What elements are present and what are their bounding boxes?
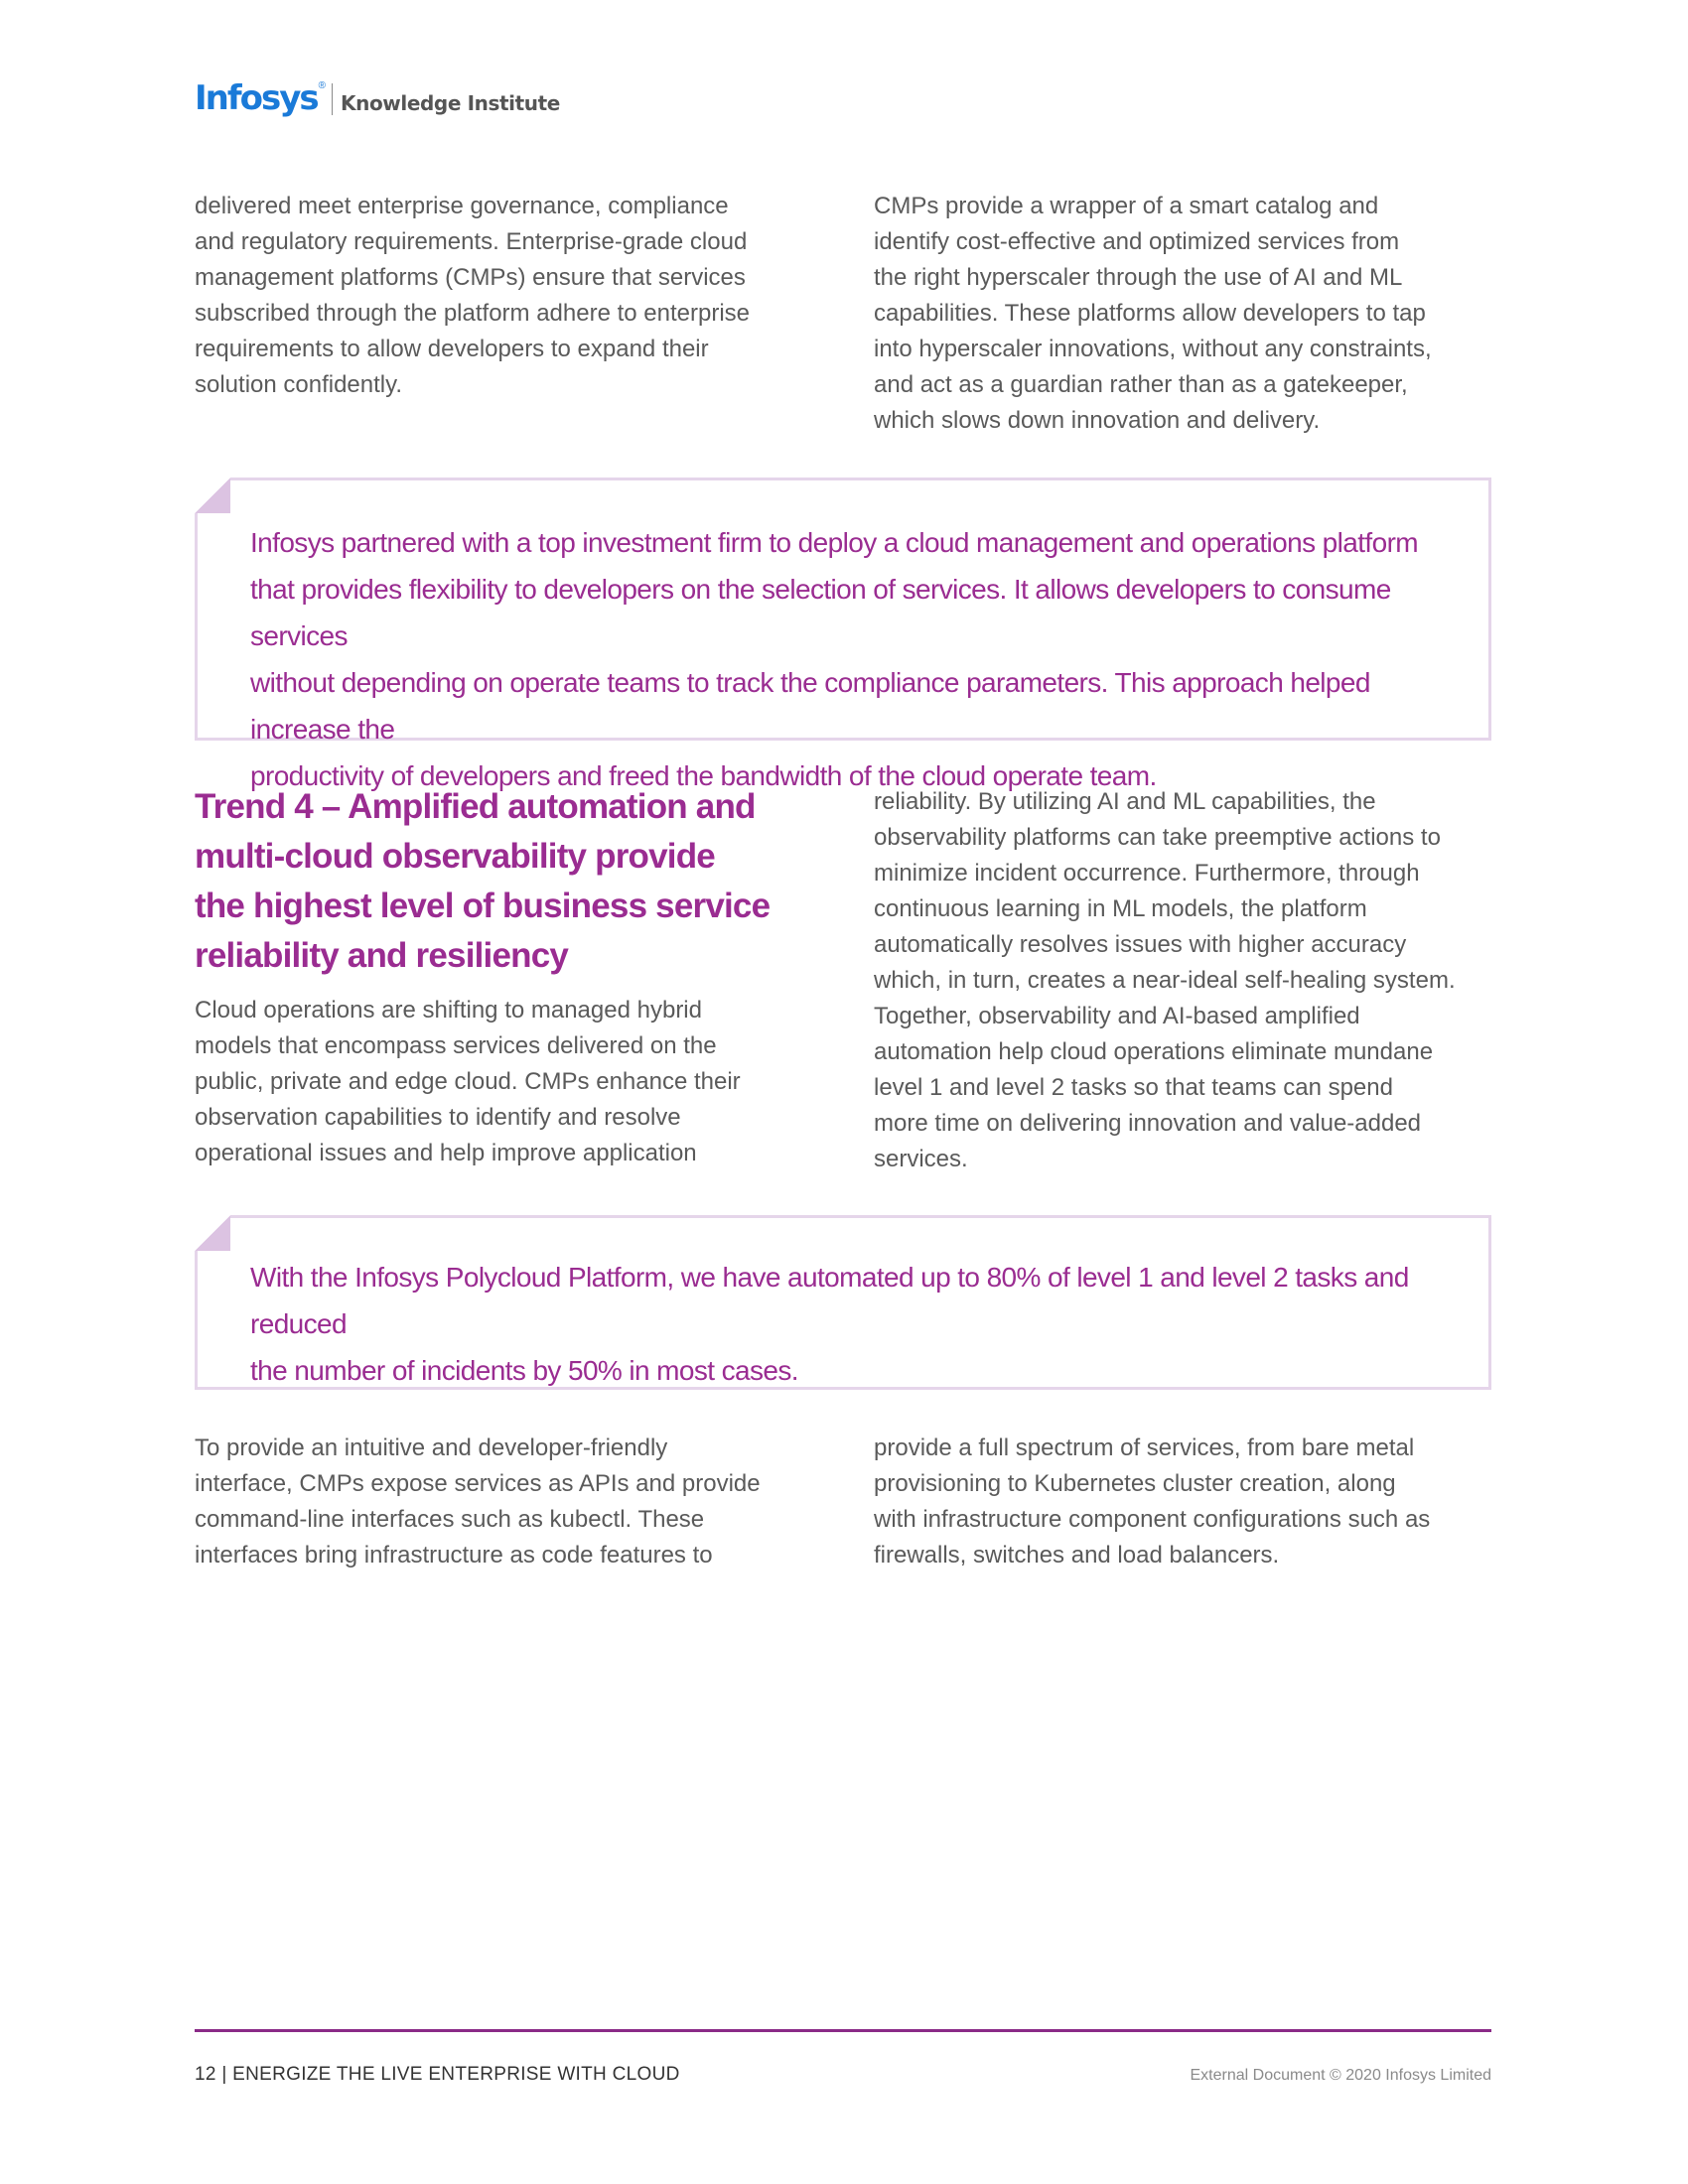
heading-line: Trend 4 – Amplified automation and bbox=[195, 787, 756, 826]
text-line: which slows down innovation and delivery. bbox=[874, 407, 1321, 434]
text-line: minimize incident occurrence. Furthermore, through bbox=[874, 860, 1420, 887]
infosys-logo bbox=[195, 75, 560, 118]
text-line: reliability. By utilizing AI and ML capabilities, the bbox=[874, 788, 1376, 815]
text-line: identify cost-effective and optimized services from bbox=[874, 228, 1400, 255]
callout-corner-fold bbox=[195, 1215, 230, 1251]
section1-right-column bbox=[874, 189, 1509, 439]
section3-right-column bbox=[874, 1431, 1509, 1573]
text-line: firewalls, switches and load balancers. bbox=[874, 1542, 1280, 1569]
heading-line: multi-cloud observability provide bbox=[195, 837, 715, 876]
text-line: automation help cloud operations eliminate mundane bbox=[874, 1038, 1434, 1065]
text-line: provide a full spectrum of services, from bare metal bbox=[874, 1434, 1415, 1461]
section1-left-column bbox=[195, 189, 810, 403]
polycloud-callout bbox=[195, 1215, 1491, 1390]
text-line: automatically resolves issues with higher accuracy bbox=[874, 931, 1407, 958]
trend4-left-column bbox=[195, 993, 810, 1171]
heading-line: the highest level of business service bbox=[195, 887, 771, 925]
text-line: operational issues and help improve application bbox=[195, 1140, 697, 1166]
case-study-callout bbox=[195, 478, 1491, 791]
logo-subtitle: Knowledge Institute bbox=[341, 91, 560, 115]
text-line: into hyperscaler innovations, without any constraints, bbox=[874, 336, 1432, 362]
text-line: Cloud operations are shifting to managed hybrid bbox=[195, 997, 702, 1024]
callout-line: With the Infosys Polycloud Platform, we have automated up to 80% of level 1 and level 2 tasks and reduced bbox=[250, 1262, 1409, 1339]
text-line: models that encompass services delivered on the bbox=[195, 1032, 717, 1059]
trend4-right-column bbox=[874, 784, 1509, 1177]
footer-copyright: External Document © 2020 Infosys Limited bbox=[1190, 2067, 1491, 2084]
text-line: Together, observability and AI-based amplified bbox=[874, 1003, 1360, 1029]
footer-page-title: 12 | ENERGIZE THE LIVE ENTERPRISE WITH CLOUD bbox=[195, 2064, 680, 2085]
text-line: To provide an intuitive and developer-friendly bbox=[195, 1434, 668, 1461]
callout-line: without depending on operate teams to track the compliance parameters. This approach helped increase the bbox=[250, 667, 1370, 745]
text-line: observability platforms can take preemptive actions to bbox=[874, 824, 1441, 851]
footer-divider bbox=[195, 2029, 1491, 2032]
callout-text bbox=[250, 519, 1459, 799]
logo-registered-mark: ® bbox=[318, 80, 327, 91]
heading-line: reliability and resiliency bbox=[195, 936, 569, 975]
text-line: interfaces bring infrastructure as code features to bbox=[195, 1542, 713, 1569]
text-line: management platforms (CMPs) ensure that services bbox=[195, 264, 746, 291]
callout-line: productivity of developers and freed the bandwidth of the cloud operate team. bbox=[250, 760, 1157, 791]
text-line: capabilities. These platforms allow developers to tap bbox=[874, 300, 1426, 327]
text-line: and regulatory requirements. Enterprise-grade cloud bbox=[195, 228, 748, 255]
text-line: continuous learning in ML models, the platform bbox=[874, 895, 1367, 922]
text-line: interface, CMPs expose services as APIs and provide bbox=[195, 1470, 761, 1497]
logo-brand: Infosys bbox=[195, 78, 318, 118]
text-line: with infrastructure component configurations such as bbox=[874, 1506, 1431, 1533]
text-line: and act as a guardian rather than as a gatekeeper, bbox=[874, 371, 1408, 398]
text-line: public, private and edge cloud. CMPs enhance their bbox=[195, 1068, 741, 1095]
text-line: provisioning to Kubernetes cluster creation, along bbox=[874, 1470, 1396, 1497]
callout-corner-fold bbox=[195, 478, 230, 513]
callout-line: Infosys partnered with a top investment firm to deploy a cloud management and operations platform bbox=[250, 527, 1419, 558]
text-line: solution confidently. bbox=[195, 371, 403, 398]
text-line: requirements to allow developers to expand their bbox=[195, 336, 709, 362]
trend-4-heading bbox=[195, 782, 790, 981]
text-line: observation capabilities to identify and resolve bbox=[195, 1104, 681, 1131]
callout-line: that provides flexibility to developers on the selection of services. It allows developers to consume services bbox=[250, 574, 1391, 651]
logo-divider bbox=[332, 83, 333, 115]
text-line: command-line interfaces such as kubectl. These bbox=[195, 1506, 705, 1533]
text-line: delivered meet enterprise governance, compliance bbox=[195, 193, 729, 219]
text-line: the right hyperscaler through the use of AI and ML bbox=[874, 264, 1403, 291]
text-line: CMPs provide a wrapper of a smart catalog and bbox=[874, 193, 1379, 219]
text-line: which, in turn, creates a near-ideal self-healing system. bbox=[874, 967, 1456, 994]
text-line: level 1 and level 2 tasks so that teams can spend bbox=[874, 1074, 1393, 1101]
callout-line: the number of incidents by 50% in most cases. bbox=[250, 1355, 798, 1386]
text-line: more time on delivering innovation and value-added bbox=[874, 1110, 1422, 1137]
section3-left-column bbox=[195, 1431, 810, 1573]
callout-text bbox=[250, 1254, 1459, 1394]
text-line: subscribed through the platform adhere to enterprise bbox=[195, 300, 750, 327]
text-line: services. bbox=[874, 1146, 968, 1172]
